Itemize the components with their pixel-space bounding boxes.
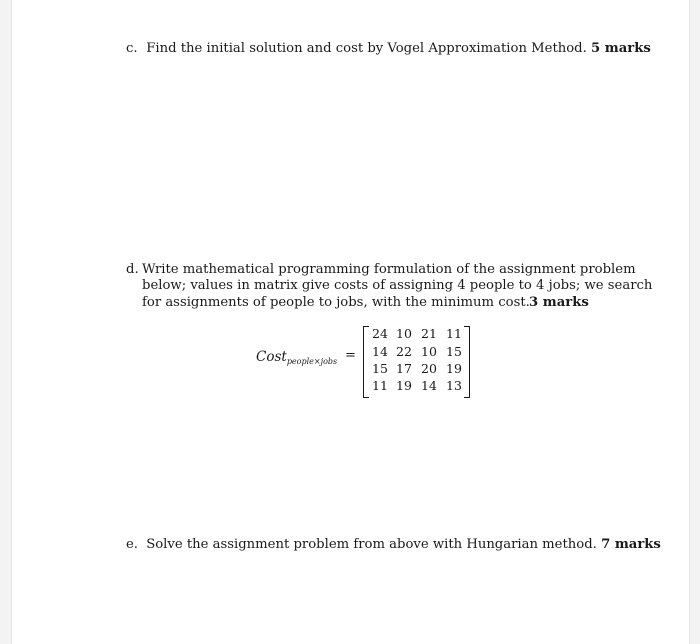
matrix-cell: 10 — [396, 326, 412, 341]
matrix-cell: 20 — [421, 361, 437, 376]
cost-symbol: Cost — [256, 349, 287, 365]
matrix-cell: 14 — [421, 378, 437, 393]
question-c-marks: 5 marks — [591, 41, 651, 56]
question-e — [126, 537, 661, 553]
question-c — [126, 41, 651, 57]
matrix-cell: 11 — [372, 378, 388, 393]
question-d-line1 — [126, 262, 636, 278]
question-d-label: d. — [126, 262, 139, 277]
matrix-cell: 10 — [421, 344, 437, 359]
cost-subscript: people×jobs — [286, 357, 338, 366]
question-e-marks: 7 marks — [601, 537, 661, 552]
matrix-cell: 21 — [421, 326, 437, 341]
matrix-cell: 13 — [446, 378, 462, 393]
question-d-text-line3: for assignments of people to jobs, with the minimum cost. — [142, 295, 530, 310]
matrix-cell: 19 — [446, 361, 462, 376]
question-e-label: e. — [126, 537, 138, 552]
matrix-cell: 15 — [446, 344, 462, 359]
matrix-cell: 17 — [396, 361, 412, 376]
question-e-text: Solve the assignment problem from above with Hungarian method. — [146, 537, 597, 552]
matrix-cell: 14 — [372, 344, 388, 359]
matrix-cell: 11 — [446, 326, 462, 341]
cost-matrix-label — [256, 349, 337, 366]
matrix-cell: 22 — [396, 344, 412, 359]
matrix-cell: 19 — [396, 378, 412, 393]
matrix-cell: 24 — [372, 326, 388, 341]
question-d-marks: 3 marks — [529, 295, 589, 310]
question-c-label: c. — [126, 41, 138, 56]
question-d-text-line2: below; values in matrix give costs of assigning 4 people to 4 jobs; we search — [142, 278, 653, 293]
equals-sign: = — [345, 348, 356, 363]
question-c-text: Find the initial solution and cost by Vogel Approximation Method. — [146, 41, 587, 56]
matrix-cell: 15 — [372, 361, 388, 376]
question-d-text-line1: Write mathematical programming formulation of the assignment problem — [142, 262, 636, 277]
